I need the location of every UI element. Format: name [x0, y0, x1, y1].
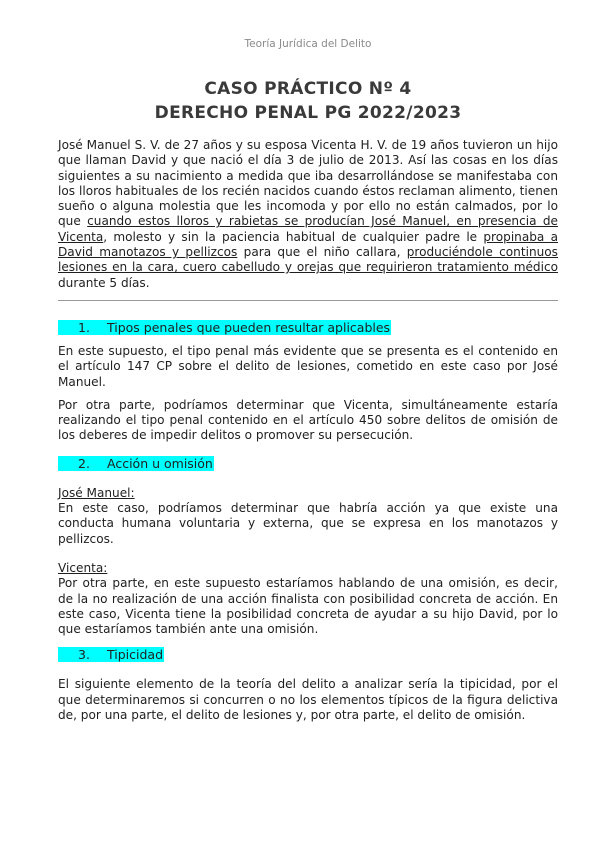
section-title: Tipos penales que pueden resultar aplicables: [107, 319, 391, 335]
case-underlined-3: produciéndole continuos lesiones en la cara, cuero cabelludo y orejas que requirieron tratamiento médico: [58, 245, 558, 275]
case-text-1: José Manuel S. V. de 27 años y su esposa Vicenta H. V. de 19 años tuvieron un hijo que llaman David y que nació el día 3 de julio de 2013. Así las cosas en los días siguientes a su nacimiento a medida que iba desarrollándose se manifestaba con los lloros habituales de los recién nacidos cuando éstos reclaman alimento, tienen sueño o alguna molestia que les incomoda y por ello no están calmados, por lo que: [58, 138, 558, 229]
section-heading-2: [58, 456, 558, 472]
case-underlined-1: cuando estos lloros y rabietas se producían José Manuel, en presencia de Vicenta: [58, 214, 558, 244]
section-heading-3: [58, 647, 558, 663]
running-header: Teoría Jurídica del Delito: [244, 38, 372, 50]
paragraph: El siguiente elemento de la teoría del delito a analizar sería la tipicidad, por el que determinaremos si concurren o no los elementos típicos de la figura delictiva de, por una parte, el delito de lesiones y, por otra parte, el delito de omisión.: [58, 677, 558, 723]
case-text-3: para que el niño callara,: [237, 245, 407, 260]
course-title: DERECHO PENAL PG 2022/2023: [154, 103, 462, 123]
divider: [58, 300, 558, 301]
section-heading-1: [58, 320, 558, 336]
subheading-jose-manuel: José Manuel:: [58, 485, 135, 500]
paragraph: Por otra parte, podríamos determinar que Vicenta, simultáneamente estaría realizando el tipo penal contenido en el artículo 450 sobre delitos de omisión de los deberes de impedir delitos o promover su persecución.: [58, 397, 558, 443]
section-highlight-2: [58, 456, 214, 471]
case-underlined-2: propinaba a David manotazos y pellizcos: [58, 229, 558, 260]
section-highlight-3: [58, 647, 164, 662]
case-statement: [58, 138, 558, 291]
case-text-2: , molesto y sin la paciencia habitual de cualquier padre le: [103, 229, 484, 244]
section-number: 2.: [78, 455, 90, 471]
section-title: Tipicidad: [107, 647, 164, 663]
section-number: 1.: [78, 319, 90, 335]
paragraph: En este supuesto, el tipo penal más evidente que se presenta es el contenido en el artículo 147 CP sobre el delito de lesiones, cometido en este caso por José Manuel.: [58, 343, 558, 389]
paragraph: Por otra parte, en este supuesto estaríamos hablando de una omisión, es decir, de la no realización de una acción finalista con posibilidad concreta de acción. En este caso, Vicenta tiene la posibilidad concreta de ayudar a su hijo David, por lo que estaríamos también ante una omisión.: [58, 576, 558, 637]
section-title: Acción u omisión: [107, 455, 213, 471]
case-title: CASO PRÁCTICO Nº 4: [204, 79, 412, 99]
subheading-vicenta: Vicenta:: [58, 560, 108, 575]
paragraph: En este caso, podríamos determinar que habría acción ya que existe una conducta humana voluntaria y externa, que se expresa en los manotazos y pellizcos.: [58, 501, 558, 546]
section-number: 3.: [78, 647, 90, 663]
section-highlight-1: [58, 320, 391, 335]
case-text-4: durante 5 días.: [58, 275, 150, 290]
